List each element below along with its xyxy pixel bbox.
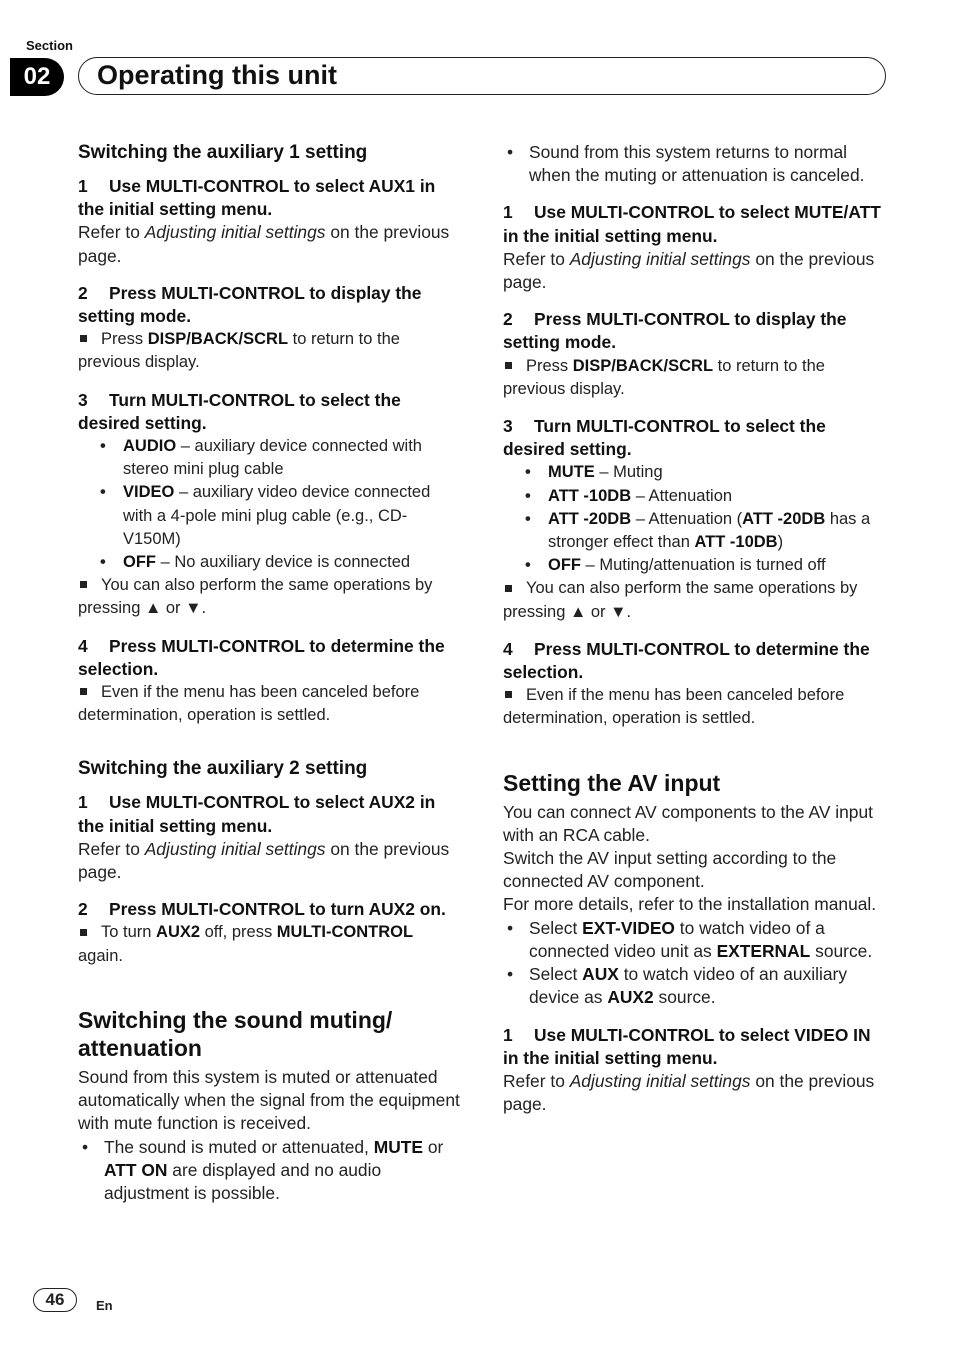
- square-bullet-icon: [80, 581, 87, 588]
- av-paragraph-3: For more details, refer to the installation manual.: [503, 894, 877, 915]
- aux1-note-4: Even if the menu has been canceled before determination, operation is settled.: [78, 683, 420, 725]
- square-bullet-icon: [80, 335, 87, 342]
- list-item: • Select AUX to watch video of an auxiliary device as AUX2 source.: [503, 963, 887, 1009]
- page-title-bar: [78, 57, 886, 95]
- mute-bullets-left: [78, 1136, 462, 1206]
- aux1-step-4: 4 Press MULTI-CONTROL to determine the selection.: [78, 635, 445, 679]
- aux1-step-2: 2 Press MULTI-CONTROL to display the setting mode.: [78, 282, 422, 327]
- mute-bullets-right: [503, 141, 887, 187]
- aux1-step-1: 1 Use MULTI-CONTROL to select AUX1 in the initial setting menu.: [78, 176, 436, 220]
- aux1-option-list: [78, 435, 462, 574]
- av-reference: Refer to Adjusting initial settings on the previous page.: [503, 1070, 875, 1115]
- aux1-step-3: 3 Turn MULTI-CONTROL to select the desired setting.: [78, 389, 401, 433]
- section-number-badge: 02: [10, 58, 64, 96]
- mute-option-list: [503, 461, 887, 577]
- list-item: • MUTE – Muting: [503, 461, 887, 484]
- list-item: • Sound from this system returns to normal when the muting or attenuation is canceled.: [503, 141, 887, 187]
- list-item: • OFF – Muting/attenuation is turned off: [503, 554, 887, 577]
- aux1-reference: Refer to Adjusting initial settings on the previous page.: [78, 222, 450, 266]
- mute-step-2: 2 Press MULTI-CONTROL to display the setting mode.: [503, 309, 847, 353]
- mute-step-3: 3 Turn MULTI-CONTROL to select the desired setting.: [503, 416, 826, 460]
- list-item: • VIDEO – auxiliary video device connected with a 4-pole mini plug cable (e.g., CD-V150M): [78, 481, 462, 551]
- mute-note-2: Press DISP/BACK/SCRL to return to the previous display.: [503, 356, 825, 398]
- list-item: • ATT -20DB – Attenuation (ATT -20DB has a stronger effect than ATT -10DB): [503, 508, 887, 554]
- page-number: 46: [33, 1288, 77, 1312]
- mute-note-4: Even if the menu has been canceled before determination, operation is settled.: [503, 686, 845, 728]
- aux2-heading: Switching the auxiliary 2 setting: [78, 758, 368, 780]
- left-column: [78, 141, 462, 1205]
- list-item: • Select EXT-VIDEO to watch video of a connected video unit as EXTERNAL source.: [503, 917, 887, 963]
- page-title: Operating this unit: [97, 60, 337, 90]
- square-bullet-icon: [505, 362, 512, 369]
- aux2-reference: Refer to Adjusting initial settings on the previous page.: [78, 838, 450, 883]
- square-bullet-icon: [80, 929, 87, 936]
- mute-step-4: 4 Press MULTI-CONTROL to determine the selection.: [503, 638, 870, 683]
- list-item: • OFF – No auxiliary device is connected: [78, 551, 462, 574]
- right-column: [503, 141, 887, 1116]
- square-bullet-icon: [505, 691, 512, 698]
- list-item: • ATT -10DB – Attenuation: [503, 485, 887, 508]
- aux1-note-2: Press DISP/BACK/SCRL to return to the previous display.: [78, 330, 400, 372]
- aux1-heading: Switching the auxiliary 1 setting: [78, 142, 368, 163]
- list-item: • AUDIO – auxiliary device connected with stereo mini plug cable: [78, 435, 462, 481]
- section-label: Section: [26, 38, 73, 53]
- square-bullet-icon: [80, 688, 87, 695]
- mute-intro: Sound from this system is muted or attenuated automatically when the signal from the equipment with mute function is received.: [78, 1066, 460, 1134]
- av-input-heading: Setting the AV input: [503, 769, 721, 796]
- av-bullets: [503, 917, 887, 1010]
- aux2-note-2: To turn AUX2 off, press MULTI-CONTROL again.: [78, 923, 414, 965]
- aux2-step-1: 1 Use MULTI-CONTROL to select AUX2 in the initial setting menu.: [78, 792, 436, 836]
- language-label: En: [96, 1298, 113, 1313]
- list-item: • The sound is muted or attenuated, MUTE or ATT ON are displayed and no audio adjustment is possible.: [78, 1136, 462, 1206]
- aux2-step-2: 2 Press MULTI-CONTROL to turn AUX2 on.: [78, 899, 446, 920]
- mute-note-3: You can also perform the same operations by pressing ▲ or ▼.: [503, 579, 858, 621]
- square-bullet-icon: [505, 585, 512, 592]
- mute-reference: Refer to Adjusting initial settings on the previous page.: [503, 248, 875, 293]
- mute-step-1: 1 Use MULTI-CONTROL to select MUTE/ATT in the initial setting menu.: [503, 202, 881, 246]
- av-paragraph-2: Switch the AV input setting according to the connected AV component.: [503, 848, 837, 892]
- av-step-1: 1 Use MULTI-CONTROL to select VIDEO IN in the initial setting menu.: [503, 1024, 871, 1068]
- aux1-note-3: You can also perform the same operations by pressing ▲ or ▼.: [78, 576, 433, 618]
- mute-heading: Switching the sound muting/ attenuation: [78, 1006, 393, 1061]
- av-paragraph-1: You can connect AV components to the AV input with an RCA cable.: [503, 801, 873, 845]
